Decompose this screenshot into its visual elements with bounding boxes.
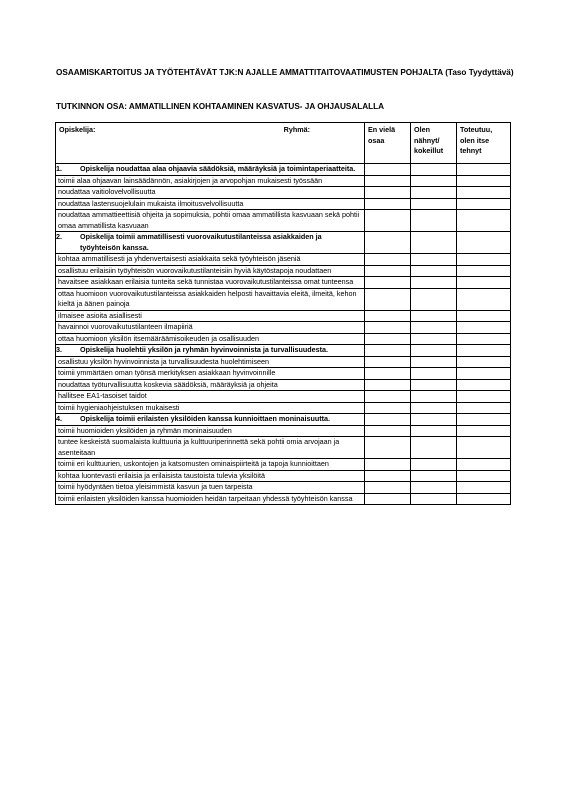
rating-cell bbox=[411, 414, 457, 426]
skill-text: osallistuu yksilön hyvinvoinnista ja turvallisuudesta huolehtimiseen bbox=[56, 356, 365, 368]
rating-cell bbox=[411, 232, 457, 254]
rating-cell-not-yet[interactable] bbox=[365, 379, 411, 391]
rating-cell-not-yet[interactable] bbox=[365, 175, 411, 187]
skill-text: toimii eri kulttuurien, uskontojen ja katsomusten ominaispiirteitä ja tapoja kunnioittaen bbox=[56, 459, 365, 471]
skill-row bbox=[56, 482, 511, 494]
rating-cell-seen[interactable] bbox=[411, 310, 457, 322]
skill-row bbox=[56, 187, 511, 199]
rating-cell-done[interactable] bbox=[457, 254, 511, 266]
rating-cell-not-yet[interactable] bbox=[365, 277, 411, 289]
skill-text: hallitsee EA1-tasoiset taidot bbox=[56, 391, 365, 403]
skill-text: toimii ymmärtäen oman työnsä merkityksen asiakkaan hyvinvoinnille bbox=[56, 368, 365, 380]
rating-cell-done[interactable] bbox=[457, 198, 511, 210]
rating-cell bbox=[411, 345, 457, 357]
rating-cell bbox=[365, 345, 411, 357]
criterion-row bbox=[56, 164, 511, 176]
rating-cell-not-yet[interactable] bbox=[365, 187, 411, 199]
skill-row bbox=[56, 379, 511, 391]
criterion-text: Opiskelija noudattaa alaa ohjaavia säädöksiä, määräyksiä ja toimintaperiaatteita. bbox=[80, 164, 356, 173]
rating-cell-seen[interactable] bbox=[411, 368, 457, 380]
document-subtitle: TUTKINNON OSA: AMMATILLINEN KOHTAAMINEN KASVATUS- JA OHJAUSALALLA bbox=[56, 102, 385, 111]
criterion-text: Opiskelija toimii ammatillisesti vuorovaikutustilanteissa asiakkaiden ja työyhteisön kanssa. bbox=[80, 232, 322, 252]
rating-cell-done[interactable] bbox=[457, 175, 511, 187]
criterion-text: Opiskelija huolehtii yksilön ja ryhmän hyvinvoinnista ja turvallisuudesta. bbox=[80, 345, 329, 354]
skill-row bbox=[56, 333, 511, 345]
rating-cell-not-yet[interactable] bbox=[365, 493, 411, 505]
rating-cell-not-yet[interactable] bbox=[365, 288, 411, 310]
skill-row bbox=[56, 322, 511, 334]
skill-text: ottaa huomioon yksilön itsemääräämisoikeuden ja osallisuuden bbox=[56, 333, 365, 345]
criterion-row bbox=[56, 232, 511, 254]
rating-cell-done[interactable] bbox=[457, 368, 511, 380]
rating-cell-done[interactable] bbox=[457, 288, 511, 310]
rating-cell bbox=[457, 232, 511, 254]
rating-cell-not-yet[interactable] bbox=[365, 470, 411, 482]
rating-cell-not-yet[interactable] bbox=[365, 425, 411, 437]
rating-cell-not-yet[interactable] bbox=[365, 254, 411, 266]
rating-cell-seen[interactable] bbox=[411, 254, 457, 266]
table-body bbox=[56, 164, 511, 505]
criterion-number: 3. bbox=[56, 345, 62, 354]
skill-row bbox=[56, 402, 511, 414]
skill-row bbox=[56, 175, 511, 187]
skill-row bbox=[56, 310, 511, 322]
criterion-number: 2. bbox=[56, 232, 62, 241]
skill-text: noudattaa vaitiolovelvollisuutta bbox=[56, 187, 365, 199]
skill-text: toimii huomioiden yksilöiden ja ryhmän moninaisuuden bbox=[56, 425, 365, 437]
rating-cell-seen[interactable] bbox=[411, 288, 457, 310]
rating-cell-seen[interactable] bbox=[411, 198, 457, 210]
skill-text: tuntee keskeistä suomalaista kulttuuria ja kulttuuriperinnettä sekä pohtii omia arvojaan ja asenteitaan bbox=[56, 437, 365, 459]
rating-cell-done[interactable] bbox=[457, 322, 511, 334]
rating-cell-not-yet[interactable] bbox=[365, 391, 411, 403]
rating-cell-done[interactable] bbox=[457, 482, 511, 494]
rating-cell-not-yet[interactable] bbox=[365, 265, 411, 277]
rating-cell-done[interactable] bbox=[457, 425, 511, 437]
skill-row bbox=[56, 459, 511, 471]
rating-cell-not-yet[interactable] bbox=[365, 482, 411, 494]
header-group: Ryhmä: bbox=[283, 125, 310, 134]
skill-text: kohtaa luontevasti erilaisia ja erilaisista taustoista tulevia yksilöitä bbox=[56, 470, 365, 482]
rating-cell-seen[interactable] bbox=[411, 402, 457, 414]
rating-cell-done[interactable] bbox=[457, 391, 511, 403]
rating-cell-done[interactable] bbox=[457, 356, 511, 368]
skill-text: ottaa huomioon vuorovaikutustilanteissa asiakkaiden helposti havaittavia eleitä, ilmeitä, kehon kieltä ja äänen painoja bbox=[56, 288, 365, 310]
rating-cell-not-yet[interactable] bbox=[365, 210, 411, 232]
rating-cell-seen[interactable] bbox=[411, 210, 457, 232]
skill-text: noudattaa lastensuojelulain mukaista ilmoitusvelvollisuutta bbox=[56, 198, 365, 210]
rating-cell-seen[interactable] bbox=[411, 333, 457, 345]
rating-cell bbox=[411, 164, 457, 176]
rating-cell-not-yet[interactable] bbox=[365, 459, 411, 471]
skill-text: toimii hygieniaohjeistuksen mukaisesti bbox=[56, 402, 365, 414]
rating-cell-seen[interactable] bbox=[411, 470, 457, 482]
skill-text: toimii hyödyntäen tietoa yleisimmistä kasvun ja tuen tarpeista bbox=[56, 482, 365, 494]
rating-cell-done[interactable] bbox=[457, 310, 511, 322]
skill-row bbox=[56, 437, 511, 459]
rating-cell-seen[interactable] bbox=[411, 379, 457, 391]
skill-text: havaitsee asiakkaan erilaisia tunteita sekä tunnistaa vuorovaikutustilanteissa omat tunteensa bbox=[56, 277, 365, 289]
rating-cell-not-yet[interactable] bbox=[365, 322, 411, 334]
criterion-number: 4. bbox=[56, 414, 62, 423]
skill-row bbox=[56, 368, 511, 380]
rating-cell-done[interactable] bbox=[457, 493, 511, 505]
rating-cell-done[interactable] bbox=[457, 333, 511, 345]
rating-cell-not-yet[interactable] bbox=[365, 310, 411, 322]
rating-cell-seen[interactable] bbox=[411, 482, 457, 494]
rating-cell-done[interactable] bbox=[457, 265, 511, 277]
header-not-yet: En vielä osaa bbox=[365, 123, 411, 164]
rating-cell-seen[interactable] bbox=[411, 277, 457, 289]
document-title: OSAAMISKARTOITUS JA TYÖTEHTÄVÄT TJK:N AJALLE AMMATTITAITOVAATIMUSTEN POHJALTA (Taso Tyydyttävä) bbox=[56, 68, 514, 77]
skill-text: toimii alaa ohjaavan lainsäädännön, asiakirjojen ja arvopohjan mukaisesti työssään bbox=[56, 175, 365, 187]
criterion-title bbox=[56, 164, 365, 176]
rating-cell-not-yet[interactable] bbox=[365, 356, 411, 368]
criterion-title bbox=[56, 414, 365, 426]
assessment-table bbox=[55, 122, 511, 505]
header-student-group bbox=[56, 123, 365, 164]
skill-row bbox=[56, 288, 511, 310]
rating-cell-not-yet[interactable] bbox=[365, 402, 411, 414]
skill-text: osallistuu erilaisiin työyhteisön vuorovaikutustilanteisiin hyviä käytöstapoja noudattaen bbox=[56, 265, 365, 277]
header-seen: Olen nähnyt/ kokeillut bbox=[411, 123, 457, 164]
rating-cell bbox=[457, 164, 511, 176]
header-student: Opiskelija: bbox=[59, 125, 96, 134]
skill-row bbox=[56, 391, 511, 403]
rating-cell-seen[interactable] bbox=[411, 459, 457, 471]
rating-cell bbox=[365, 414, 411, 426]
rating-cell-seen[interactable] bbox=[411, 356, 457, 368]
criterion-text: Opiskelija toimii erilaisten yksilöiden kanssa kunnioittaen moninaisuutta. bbox=[80, 414, 331, 423]
rating-cell-seen[interactable] bbox=[411, 437, 457, 459]
skill-text: noudattaa ammattieettisiä ohjeita ja sopimuksia, pohtii omaa ammatillista kasvuaan sekä pohtii omaa ammatillista kasvuaan bbox=[56, 210, 365, 232]
skill-text: havainnoi vuorovaikutustilanteen ilmapiiriä bbox=[56, 322, 365, 334]
criterion-title bbox=[56, 345, 365, 357]
skill-row bbox=[56, 198, 511, 210]
skill-row bbox=[56, 265, 511, 277]
rating-cell bbox=[365, 232, 411, 254]
rating-cell bbox=[457, 345, 511, 357]
rating-cell-done[interactable] bbox=[457, 470, 511, 482]
skill-row bbox=[56, 470, 511, 482]
rating-cell bbox=[457, 414, 511, 426]
rating-cell-seen[interactable] bbox=[411, 391, 457, 403]
skill-row bbox=[56, 493, 511, 505]
rating-cell-seen[interactable] bbox=[411, 187, 457, 199]
rating-cell-done[interactable] bbox=[457, 210, 511, 232]
rating-cell-seen[interactable] bbox=[411, 322, 457, 334]
skill-text: kohtaa ammatillisesti ja yhdenvertaisesti asiakkaita sekä työyhteisön jäseniä bbox=[56, 254, 365, 266]
rating-cell-done[interactable] bbox=[457, 379, 511, 391]
rating-cell-done[interactable] bbox=[457, 459, 511, 471]
criterion-number: 1. bbox=[56, 164, 62, 173]
rating-cell-seen[interactable] bbox=[411, 425, 457, 437]
skill-text: toimii erilaisten yksilöiden kanssa huomioiden heidän tarpeitaan yhdessä työyhteisön kanssa bbox=[56, 493, 365, 505]
rating-cell-not-yet[interactable] bbox=[365, 333, 411, 345]
skill-text: noudattaa työturvallisuutta koskevia säädöksiä, määräyksiä ja ohjeita bbox=[56, 379, 365, 391]
rating-cell-not-yet[interactable] bbox=[365, 368, 411, 380]
rating-cell-done[interactable] bbox=[457, 437, 511, 459]
criterion-row bbox=[56, 345, 511, 357]
rating-cell-done[interactable] bbox=[457, 402, 511, 414]
rating-cell-seen[interactable] bbox=[411, 493, 457, 505]
skill-row bbox=[56, 356, 511, 368]
skill-row bbox=[56, 277, 511, 289]
rating-cell-not-yet[interactable] bbox=[365, 437, 411, 459]
skill-row bbox=[56, 210, 511, 232]
rating-cell-seen[interactable] bbox=[411, 265, 457, 277]
header-done: Toteutuu, olen itse tehnyt bbox=[457, 123, 511, 164]
rating-cell-done[interactable] bbox=[457, 277, 511, 289]
table-header-row bbox=[56, 123, 511, 164]
rating-cell-seen[interactable] bbox=[411, 175, 457, 187]
skill-row bbox=[56, 254, 511, 266]
rating-cell-not-yet[interactable] bbox=[365, 198, 411, 210]
rating-cell bbox=[365, 164, 411, 176]
criterion-row bbox=[56, 414, 511, 426]
skill-row bbox=[56, 425, 511, 437]
criterion-title bbox=[56, 232, 365, 254]
rating-cell-done[interactable] bbox=[457, 187, 511, 199]
skill-text: ilmaisee asioita asiallisesti bbox=[56, 310, 365, 322]
